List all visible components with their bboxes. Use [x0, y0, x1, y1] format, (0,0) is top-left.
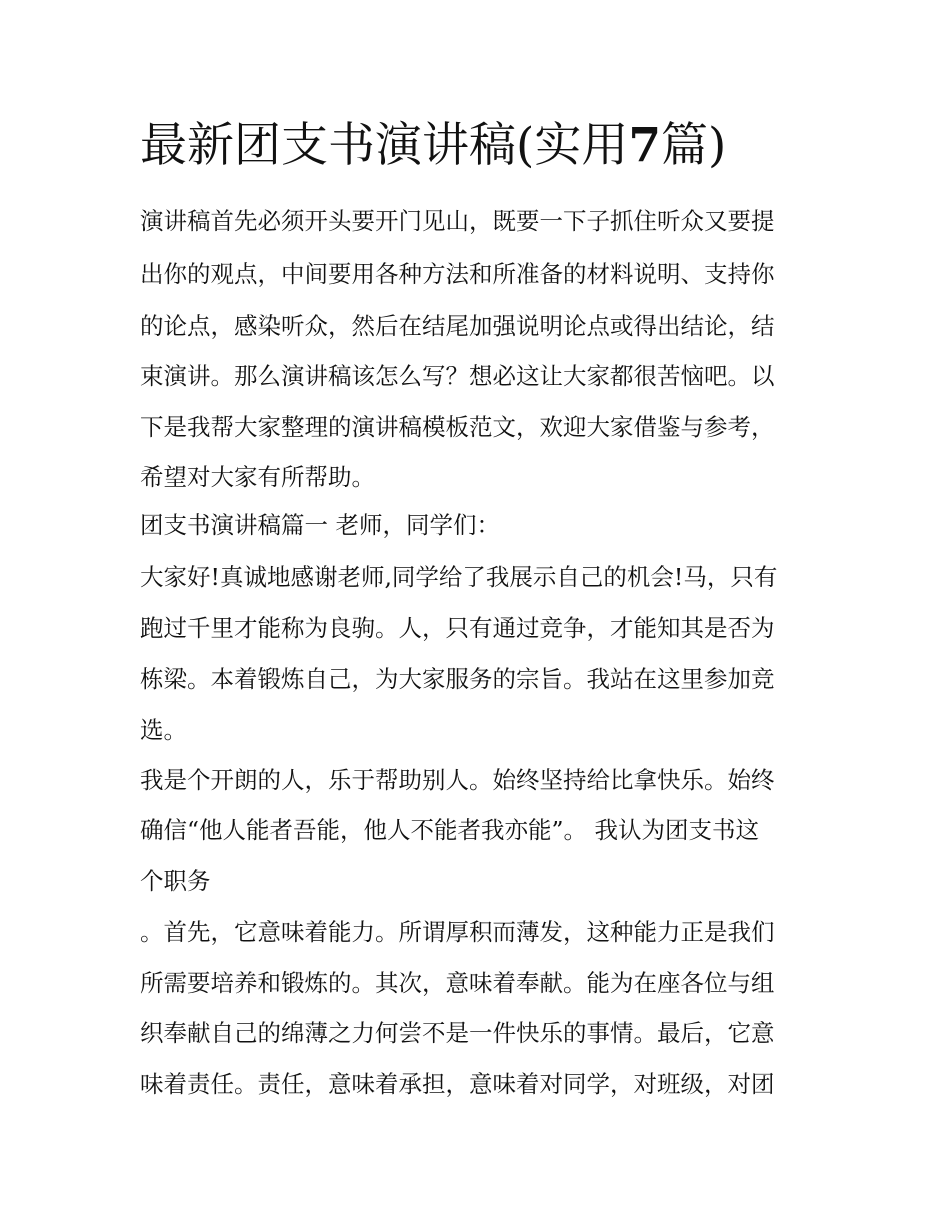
body-line: 味着责任。责任，意味着承担，意味着对同学，对班级，对团: [140, 1070, 775, 1098]
body-line: 个职务: [140, 867, 211, 895]
body-line: 出你的观点，中间要用各种方法和所准备的材料说明、支持你: [140, 260, 775, 288]
body-line: 希望对大家有所帮助。: [140, 463, 375, 491]
document-title: [140, 113, 726, 179]
body-line: 下是我帮大家整理的演讲稿模板范文，欢迎大家借鉴与参考，: [140, 413, 775, 441]
body-line: 栋梁。本着锻炼自己，为大家服务的宗旨。我站在这里参加竞: [140, 665, 775, 693]
body-line: 所需要培养和锻炼的。其次，意味着奉献。能为在座各位与组: [140, 969, 775, 997]
body-line: 演讲稿首先必须开头要开门见山，既要一下子抓住听众又要提: [140, 207, 775, 235]
body-line: 大家好!真诚地感谢老师,同学给了我展示自己的机会!马，只有: [140, 563, 778, 591]
title-number: 7: [628, 118, 662, 173]
body-line: 织奉献自己的绵薄之力何尝不是一件快乐的事情。最后，它意: [140, 1019, 775, 1047]
section-heading: 团支书演讲稿篇一 老师，同学们：: [140, 511, 500, 539]
body-line: 我是个开朗的人，乐于帮助别人。始终坚持给比拿快乐。始终: [140, 766, 775, 794]
body-line: 确信“他人能者吾能，他人不能者我亦能”。 我认为团支书这: [140, 816, 759, 844]
title-prefix: 最新团支书演讲稿(实用: [140, 118, 629, 173]
body-line: 。首先，它意味着能力。所谓厚积而薄发，这种能力正是我们: [140, 918, 775, 946]
body-line: 跑过千里才能称为良驹。人，只有通过竞争，才能知其是否为: [140, 614, 775, 642]
title-suffix: 篇): [661, 118, 727, 173]
body-line: 选。: [140, 716, 187, 744]
body-line: 束演讲。那么演讲稿该怎么写？想必这让大家都很苦恼吧。以: [140, 362, 775, 390]
body-line: 的论点，感染听众，然后在结尾加强说明论点或得出结论，结: [140, 312, 775, 340]
